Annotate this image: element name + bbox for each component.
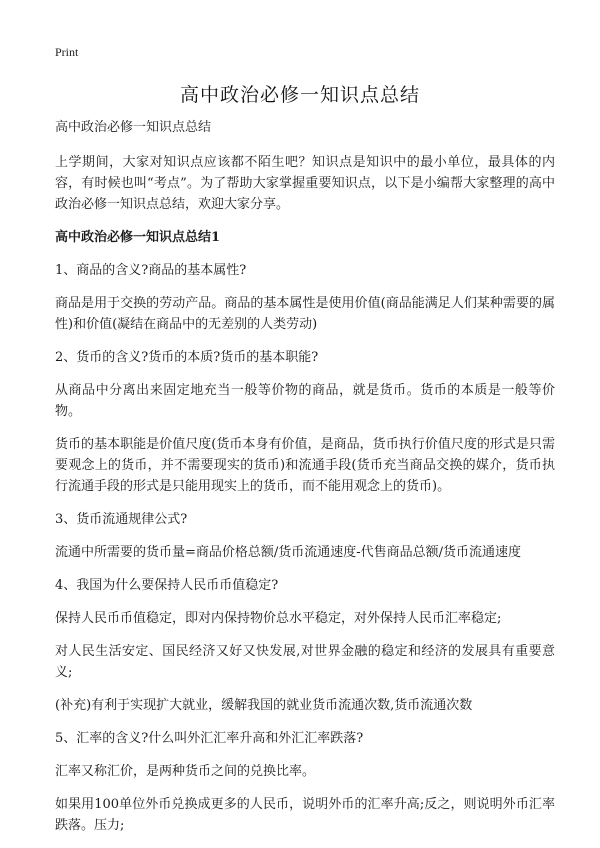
question-1: 1、商品的含义?商品的基本属性? — [55, 263, 247, 278]
answer-4a: 保持人民币币值稳定，即对内保持物价总水平稳定，对外保持人民币汇率稳定; — [55, 611, 502, 626]
answer-5a: 汇率又称汇价，是两种货币之间的兑换比率。 — [55, 764, 316, 779]
question-3: 3、货币流通规律公式? — [55, 512, 188, 527]
document-subtitle: 高中政治必修一知识点总结 — [55, 120, 212, 135]
question-4: 4、我国为什么要保持人民币币值稳定? — [55, 578, 279, 593]
answer-1: 商品是用于交换的劳动产品。商品的基本属性是使用价值(商品能满足人们某种需要的属性)和价值(凝结在商品中的无差别的人类劳动) — [55, 296, 555, 332]
answer-4c: (补充)有利于实现扩大就业，缓解我国的就业货币流通次数,货币流通次数 — [55, 698, 473, 713]
intro-paragraph: 上学期间，大家对知识点应该都不陌生吧？知识点是知识中的最小单位，最具体的内容，有时候也叫“考点”。为了帮助大家掌握重要知识点，以下是小编帮大家整理的高中政治必修一知识点总结，欢迎大家分享。 — [55, 155, 555, 212]
answer-3: 流通中所需要的货币量=商品价格总额/货币流通速度-代售商品总额/货币流通速度 — [55, 545, 522, 560]
section-heading: 高中政治必修一知识点总结1 — [55, 230, 221, 245]
print-label: Print — [55, 45, 79, 59]
question-5: 5、汇率的含义?什么叫外汇汇率升高和外汇汇率跌落? — [55, 731, 364, 746]
document-body — [55, 117, 555, 848]
answer-4b: 对人民生活安定、国民经济又好又快发展,对世界金融的稳定和经济的发展具有重要意义; — [55, 644, 555, 680]
answer-5b: 如果用100单位外币兑换成更多的人民币，说明外币的汇率升高;反之，则说明外币汇率跌落。压力; — [55, 797, 555, 833]
answer-2b: 货币的基本职能是价值尺度(货币本身有价值，是商品，货币执行价值尺度的形式是只需要观念上的货币，并不需要现实的货币)和流通手段(货币充当商品交换的媒介，货币执行流通手段的形式是只能用现实上的货币，而不能用观念上的货币)。 — [55, 437, 555, 494]
page-title: 高中政治必修一知识点总结 — [179, 84, 420, 106]
question-2: 2、货币的含义?货币的本质?货币的基本职能? — [55, 350, 319, 365]
answer-2a: 从商品中分离出来固定地充当一般等价物的商品，就是货币。货币的本质是一般等价物。 — [55, 383, 555, 419]
